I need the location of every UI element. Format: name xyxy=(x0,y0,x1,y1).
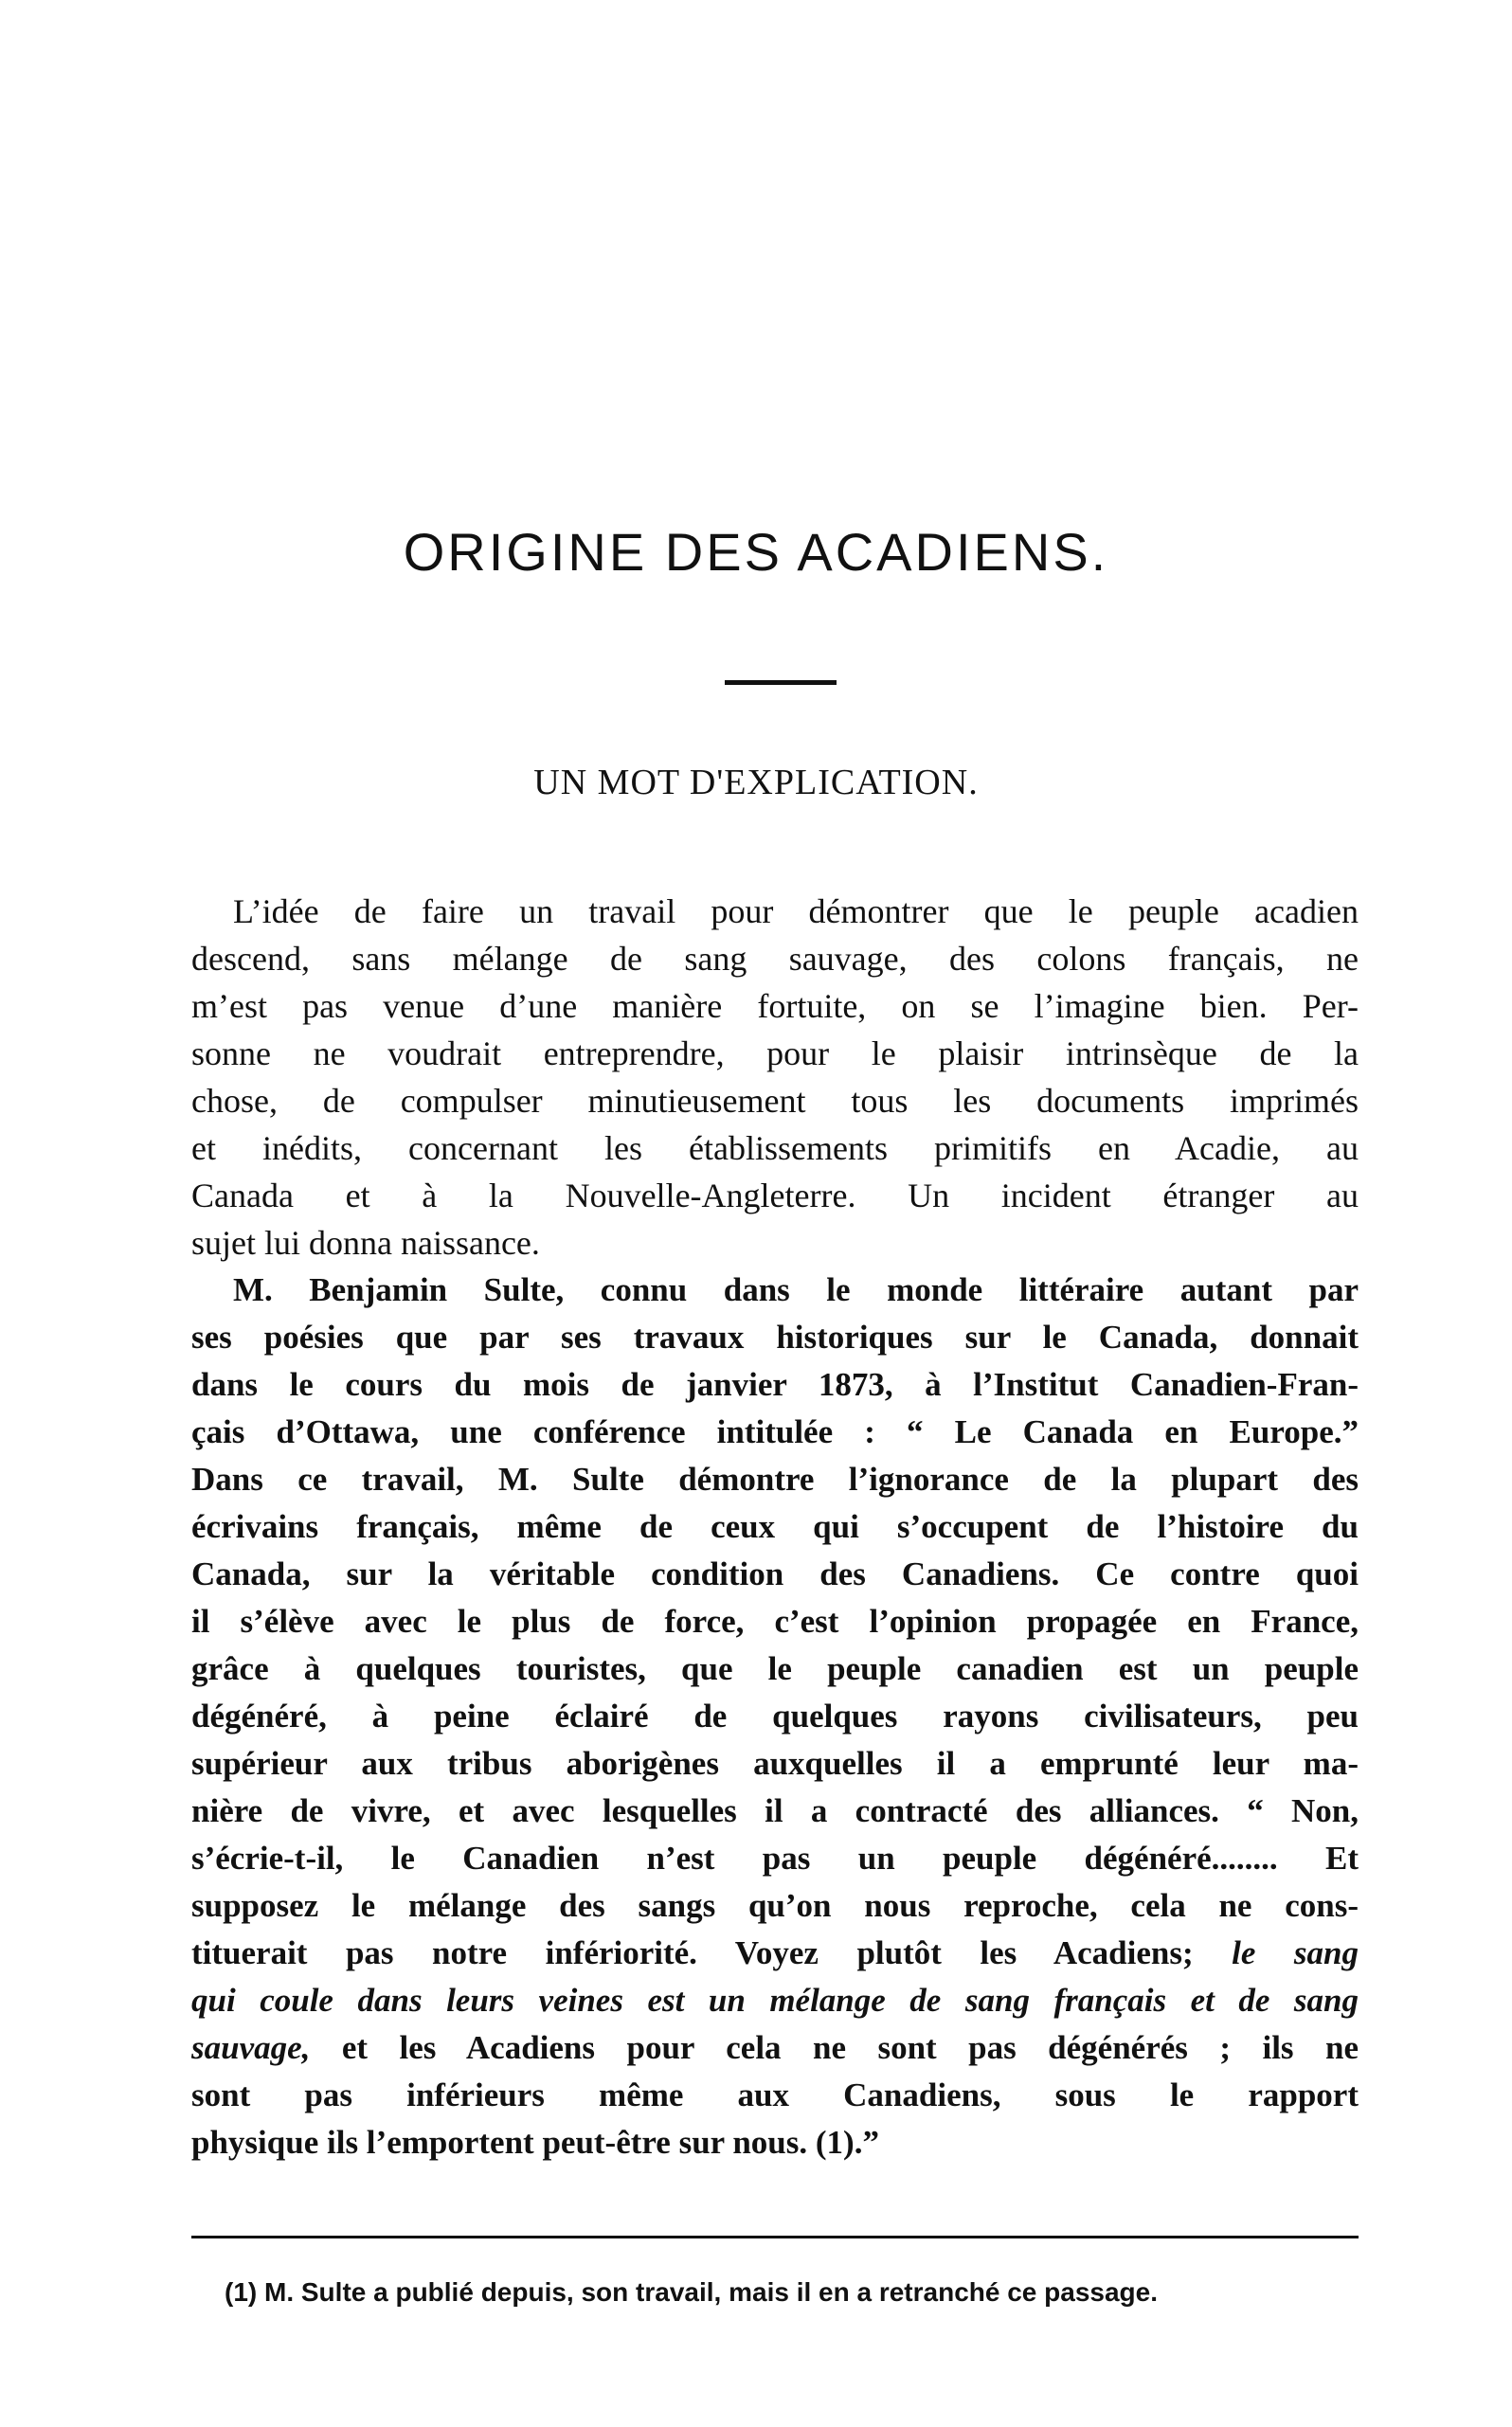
section-subtitle: UN MOT D'EXPLICATION. xyxy=(533,763,979,802)
text-line: Dans ce travail, M. Sulte démontre l’ignorance de la plupart des xyxy=(191,1461,1359,1498)
text-line: grâce à quelques touristes, que le peuple canadien est un peuple xyxy=(191,1650,1359,1687)
text-line: Canada et à la Nouvelle-Angleterre. Un incident étranger au xyxy=(191,1177,1359,1214)
page-title: ORIGINE DES ACADIENS. xyxy=(403,522,1109,582)
text-segment: tituerait pas notre infériorité. Voyez plutôt les Acadiens; xyxy=(191,1934,1194,1971)
text-line: Canada, sur la véritable condition des Canadiens. Ce contre quoi xyxy=(191,1555,1359,1592)
text-line: ses poésies que par ses travaux historiques sur le Canada, donnait xyxy=(191,1319,1359,1356)
text-line: çais d’Ottawa, une conférence intitulée : “ Le Canada en Europe.” xyxy=(191,1413,1359,1450)
italic-quote: qui coule dans leurs veines est un mélange de sang français et de sang xyxy=(191,1982,1359,2019)
text-line: chose, de compulser minutieusement tous les documents imprimés xyxy=(191,1082,1359,1120)
text-line: sonne ne voudrait entreprendre, pour le plaisir intrinsèque de la xyxy=(191,1034,1359,1072)
body-text xyxy=(191,888,1359,2166)
text-line: physique ils l’emportent peut-être sur nous. (1).” xyxy=(191,2124,879,2161)
text-line: nière de vivre, et avec lesquelles il a contracté des alliances. “ Non, xyxy=(191,1792,1359,1829)
text-line: descend, sans mélange de sang sauvage, des colons français, ne xyxy=(191,940,1359,978)
italic-quote: le sang xyxy=(1232,1934,1359,1971)
text-line-mixed xyxy=(191,1930,1359,1977)
text-segment: et les Acadiens pour cela ne sont pas dégénérés ; ils ne xyxy=(341,2029,1359,2066)
text-line: s’écrie-t-il, le Canadien n’est pas un peuple dégénéré........ Et xyxy=(191,1840,1359,1877)
text-line: écrivains français, même de ceux qui s’occupent de l’histoire du xyxy=(191,1508,1359,1545)
text-line-mixed xyxy=(191,1977,1359,2024)
footnote-divider xyxy=(191,2236,1359,2238)
italic-quote: sauvage, xyxy=(191,2029,311,2066)
text-line-mixed xyxy=(191,2024,1359,2072)
text-line: M. Benjamin Sulte, connu dans le monde littéraire autant par xyxy=(233,1271,1359,1308)
text-line: dégénéré, à peine éclairé de quelques rayons civilisateurs, peu xyxy=(191,1698,1359,1735)
text-line: supérieur aux tribus aborigènes auxquelles il a emprunté leur ma- xyxy=(191,1745,1359,1782)
footnote: (1) M. Sulte a publié depuis, son travail, mais il en a retranché ce passage. xyxy=(225,2277,1159,2307)
text-line: sont pas inférieurs même aux Canadiens, sous le rapport xyxy=(191,2076,1359,2113)
text-line: m’est pas venue d’une manière fortuite, on se l’imagine bien. Per- xyxy=(191,987,1359,1025)
title-divider xyxy=(725,680,837,685)
text-line: sujet lui donna naissance. xyxy=(191,1224,540,1262)
text-line: supposez le mélange des sangs qu’on nous reproche, cela ne cons- xyxy=(191,1887,1359,1924)
text-line: dans le cours du mois de janvier 1873, à l’Institut Canadien-Fran- xyxy=(191,1366,1359,1403)
text-line: et inédits, concernant les établissements primitifs en Acadie, au xyxy=(191,1129,1359,1167)
text-line: L’idée de faire un travail pour démontrer que le peuple acadien xyxy=(233,892,1359,930)
text-line: il s’élève avec le plus de force, c’est l’opinion propagée en France, xyxy=(191,1603,1359,1640)
